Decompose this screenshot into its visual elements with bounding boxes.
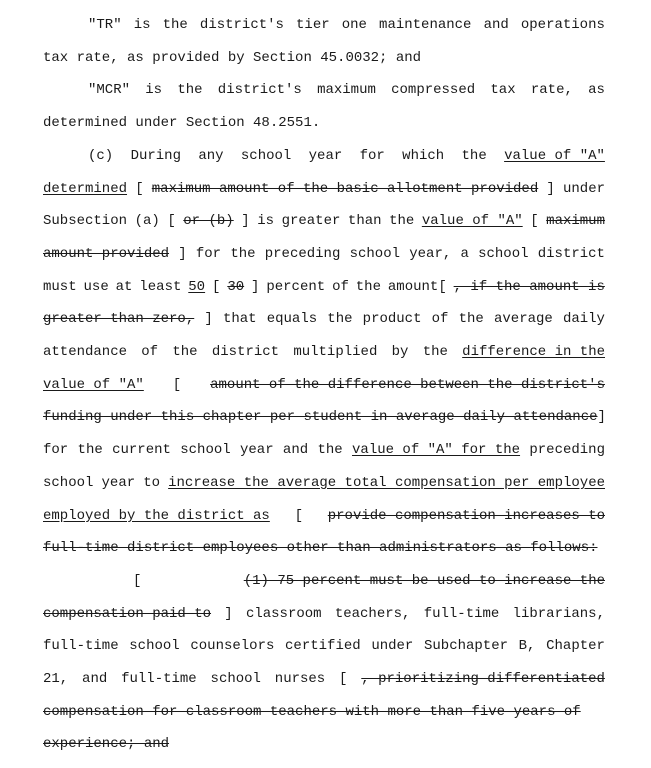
text-segment: which (402, 147, 445, 164)
text-segment: by (391, 344, 409, 360)
text-line (88, 146, 605, 170)
text-segment: the (389, 213, 415, 230)
text-segment: During (130, 147, 181, 164)
text-segment: full-time (43, 638, 119, 655)
text-line (133, 571, 605, 595)
text-segment: and (483, 17, 509, 33)
text-segment: district's (199, 17, 284, 33)
text-line (43, 211, 605, 235)
text-line (43, 636, 605, 660)
inserted-text: value of "A" (43, 376, 144, 393)
text-segment: ] (597, 409, 606, 426)
deleted-text: greater than zero, (43, 311, 195, 328)
text-segment: [ (135, 180, 144, 197)
deleted-text: experience; and (43, 736, 170, 753)
text-segment: the (422, 344, 448, 360)
text-segment: the (461, 147, 487, 164)
text-line (43, 277, 605, 301)
text-segment: ] (204, 311, 213, 328)
text-segment: [ (339, 671, 348, 687)
text-segment: average (493, 311, 553, 328)
text-segment: ] (546, 180, 555, 197)
text-segment: the (172, 344, 198, 360)
text-segment: to (143, 474, 161, 491)
text-segment: least (139, 278, 182, 295)
deleted-text: maximum (546, 213, 605, 230)
text-segment: tier (296, 17, 330, 33)
text-segment: one (341, 17, 367, 33)
text-segment: determined under Section 48.2551. (43, 115, 321, 132)
text-segment: maintenance (379, 17, 472, 33)
text-segment: multiplied (293, 344, 378, 360)
deleted-text: amount provided (43, 245, 170, 262)
deleted-text: (1) 75 percent must be used to increase the (243, 572, 605, 589)
text-segment: the (458, 311, 484, 328)
text-segment: [ (294, 507, 303, 524)
text-segment: is (133, 17, 151, 33)
text-segment: tax rate, as provided by Section 45.0032; and (43, 49, 422, 66)
text-segment: amount[ (387, 278, 447, 295)
text-line (43, 244, 605, 268)
text-line (43, 702, 605, 726)
inserted-text: value of "A" for the (352, 442, 521, 459)
text-segment: nurses (274, 671, 326, 687)
text-segment: ] (178, 245, 187, 262)
text-segment: the (317, 442, 343, 459)
text-segment: school (210, 671, 261, 687)
text-line (43, 342, 605, 366)
text-line (43, 440, 605, 464)
text-line (43, 734, 605, 758)
text-segment: the (327, 311, 353, 328)
text-segment: the (355, 278, 381, 295)
text-segment: Subsection (43, 213, 128, 230)
text-segment: than (347, 213, 382, 230)
text-segment: equals (266, 311, 318, 328)
text-segment: school (180, 442, 231, 459)
text-segment: classroom (245, 605, 322, 622)
text-segment: the (177, 82, 203, 99)
deleted-text: amount of the difference between the district's (210, 376, 605, 393)
text-segment: [ (167, 213, 176, 230)
text-line (43, 407, 605, 431)
text-segment: the (162, 17, 188, 33)
deleted-text: or (b) (183, 213, 234, 230)
text-segment: of (141, 344, 159, 360)
deleted-text: , if the amount is (453, 278, 605, 295)
text-segment: (a) (134, 213, 160, 230)
inserted-text: 50 (188, 278, 206, 295)
text-segment: counselors (190, 638, 275, 655)
text-line (43, 538, 605, 562)
deleted-text: , prioritizing differentiated (361, 671, 605, 687)
inserted-text: employed by the district as (43, 507, 270, 524)
text-segment: (c) (88, 147, 114, 164)
text-segment: must (43, 278, 77, 295)
text-segment: percent (266, 278, 326, 295)
inserted-text: determined (43, 180, 128, 197)
inserted-text: increase the average total compensation per employee (168, 474, 605, 491)
text-segment: district (211, 344, 280, 360)
text-segment: year, (409, 245, 452, 262)
deleted-text: maximum amount of the basic allotment provided (151, 180, 539, 197)
text-segment: is (257, 213, 275, 230)
text-segment: preceding (529, 442, 605, 459)
deleted-text: funding under this chapter per student in average daily attendance (43, 409, 598, 426)
text-segment: ] (241, 213, 250, 230)
deleted-text: provide compensation increases to (327, 507, 605, 524)
text-line (88, 80, 605, 104)
text-segment: use (83, 278, 109, 295)
deleted-text: full-time district employees other than administrators as follows: (43, 540, 598, 557)
text-line (43, 113, 605, 137)
text-segment: Chapter (546, 638, 605, 655)
text-segment: preceding (264, 245, 341, 262)
text-segment: the (230, 245, 256, 262)
text-segment: maximum (317, 82, 376, 99)
inserted-text: value of "A" (421, 213, 523, 230)
deleted-text: 30 (227, 278, 245, 295)
text-segment: for (43, 442, 69, 459)
text-segment: rate, (530, 82, 573, 99)
text-segment: ] (251, 278, 260, 295)
text-line (43, 506, 605, 530)
text-segment: for (195, 245, 222, 262)
text-line (43, 375, 605, 399)
text-segment: district's (217, 82, 302, 99)
text-segment: for (359, 147, 385, 164)
text-segment: year (308, 147, 343, 164)
text-line (43, 179, 605, 203)
text-segment: greater (281, 213, 341, 230)
text-segment: year (239, 442, 274, 459)
text-segment: "TR" (88, 17, 122, 33)
text-segment: the (77, 442, 103, 459)
text-line (88, 15, 605, 39)
text-segment: school (240, 147, 292, 164)
text-line (43, 309, 605, 333)
text-line (43, 604, 605, 628)
text-segment: product (362, 311, 422, 328)
text-segment: teachers, (334, 605, 411, 622)
text-segment: compressed (391, 82, 476, 99)
text-segment: school (129, 638, 180, 655)
text-segment: at (115, 278, 133, 295)
deleted-text: compensation paid to (43, 605, 212, 622)
text-segment: school (349, 245, 401, 262)
text-segment: full-time (121, 671, 197, 687)
text-segment: full-time (423, 605, 500, 622)
deleted-text: compensation for classroom teachers with more than five years of (43, 703, 581, 720)
text-segment: and (282, 442, 309, 459)
text-segment: [ (172, 376, 182, 393)
text-segment: [ (133, 572, 142, 589)
text-segment: that (222, 311, 257, 328)
text-segment: any (198, 147, 224, 164)
text-line (43, 473, 605, 497)
text-segment: [ (530, 213, 539, 230)
text-segment: of (332, 278, 349, 295)
text-segment: school (43, 474, 94, 491)
text-segment: attendance (43, 344, 128, 360)
text-segment: district (537, 245, 605, 262)
text-segment: certified (285, 638, 361, 655)
inserted-text: value of "A" (504, 147, 605, 164)
text-segment: ] (224, 605, 233, 622)
text-segment: of (431, 311, 449, 328)
text-segment: under (562, 180, 605, 197)
text-segment: [ (212, 278, 221, 295)
text-line (43, 48, 605, 72)
text-segment: operations (520, 17, 605, 33)
inserted-text: difference in the (462, 344, 605, 360)
text-segment: tax (490, 82, 516, 99)
text-segment: "MCR" (88, 82, 131, 99)
text-segment: current (112, 442, 171, 459)
text-segment: 21, (43, 671, 69, 687)
text-segment: and (82, 671, 108, 687)
text-segment: Subchapter (423, 638, 508, 655)
text-segment: under (371, 638, 414, 655)
text-segment: B, (518, 638, 536, 655)
text-segment: year (101, 474, 136, 491)
text-segment: librarians, (512, 605, 605, 622)
text-segment: daily (562, 311, 605, 328)
text-line (43, 669, 605, 693)
text-segment: school (478, 245, 529, 262)
text-segment: a (460, 245, 469, 262)
text-segment: as (588, 82, 605, 99)
text-segment: is (145, 82, 163, 99)
